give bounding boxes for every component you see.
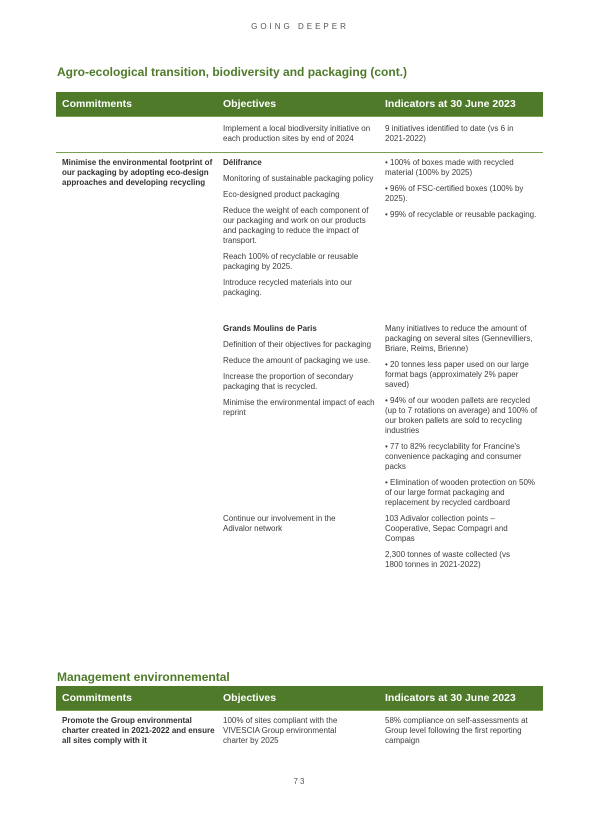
objective-item: Increase the proportion of secondary packaging that is recycled.	[223, 372, 354, 391]
column-header-objectives: Objectives	[223, 98, 277, 110]
table-header-section1	[56, 92, 543, 116]
column-header-indicators: Indicators at 30 June 2023	[385, 692, 516, 704]
section-title-agro-ecological: Agro-ecological transition, biodiversity and packaging (cont.)	[57, 65, 408, 79]
indicator-item: 103 Adivalor collection points – Cooperative, Sepac Compagri and Compas	[385, 514, 508, 543]
indicator-biodiversity: 9 initiatives identified to date (vs 6 in 2021-2022)	[385, 124, 514, 143]
table-top-rule	[56, 710, 543, 711]
objective-item: Monitoring of sustainable packaging policy	[223, 174, 374, 183]
page-number: 73	[293, 777, 307, 786]
column-header-commitments: Commitments	[62, 692, 133, 704]
running-header: GOING DEEPER	[251, 22, 349, 31]
indicator-item: • 20 tonnes less paper used on our large format bags (approximately 2% paper saved)	[385, 360, 529, 389]
subheading-delifrance: Délifrance	[223, 158, 262, 167]
commitment-environmental-charter: Promote the Group environmental charter created in 2021-2022 and ensure all sites comply with it	[62, 716, 215, 745]
objectives-gmp	[223, 324, 375, 424]
objective-item: Minimise the environmental impact of each reprint	[223, 398, 375, 417]
objective-item: Reduce the amount of packaging we use.	[223, 356, 371, 365]
section-title-management: Management environnemental	[57, 670, 230, 684]
indicators-adivalor	[385, 514, 525, 576]
objectives-delifrance	[223, 158, 375, 304]
indicator-item: • 100% of boxes made with recycled material (100% by 2025)	[385, 158, 514, 177]
objective-item: Reach 100% of recyclable or reusable packaging by 2025.	[223, 252, 359, 271]
objective-biodiversity: Implement a local biodiversity initiative on each production sites by end of 2024	[223, 124, 371, 143]
indicator-item: Many initiatives to reduce the amount of packaging on several sites (Gennevilliers, Briare, Reims, Brienne)	[385, 324, 533, 353]
objective-item: Introduce recycled materials into our packaging.	[223, 278, 352, 297]
objective-item: Reduce the weight of each component of our packaging and work on our products and packaging to reduce the impact of transport.	[223, 206, 369, 245]
indicators-gmp	[385, 324, 539, 514]
objective-item: Definition of their objectives for packaging	[223, 340, 372, 349]
indicator-item: 2,300 tonnes of waste collected (vs 1800 tonnes in 2021-2022)	[385, 550, 510, 569]
indicator-item: • 99% of recyclable or reusable packaging.	[385, 210, 537, 219]
column-header-commitments: Commitments	[62, 98, 133, 110]
indicator-environmental-charter: 58% compliance on self-assessments at Group level following the first reporting campaign	[385, 716, 528, 745]
subheading-gmp: Grands Moulins de Paris	[223, 324, 317, 333]
objective-adivalor: Continue our involvement in the Adivalor network	[223, 514, 336, 533]
table-header-section2	[56, 686, 543, 710]
indicators-delifrance	[385, 158, 537, 226]
column-header-indicators: Indicators at 30 June 2023	[385, 98, 516, 110]
table-top-rule	[56, 116, 543, 117]
indicator-item: • 96% of FSC-certified boxes (100% by 2025).	[385, 184, 524, 203]
indicator-item: • 94% of our wooden pallets are recycled (up to 7 rotations on average) and 100% of our broken pallets are sold to recycling industries	[385, 396, 538, 435]
column-header-objectives: Objectives	[223, 692, 277, 704]
objective-item: Eco-designed product packaging	[223, 190, 340, 199]
objective-environmental-charter: 100% of sites compliant with the VIVESCIA Group environmental charter by 2025	[223, 716, 338, 745]
row-separator	[56, 152, 543, 153]
indicator-item: • Elimination of wooden protection on 50% of our large format packaging and replacement by recycled cardboard	[385, 478, 536, 507]
indicator-item: • 77 to 82% recyclability for Francine's convenience packaging and consumer packs	[385, 442, 522, 471]
commitment-packaging: Minimise the environmental footprint of our packaging by adopting eco-design approaches and developing recycling	[62, 158, 213, 187]
